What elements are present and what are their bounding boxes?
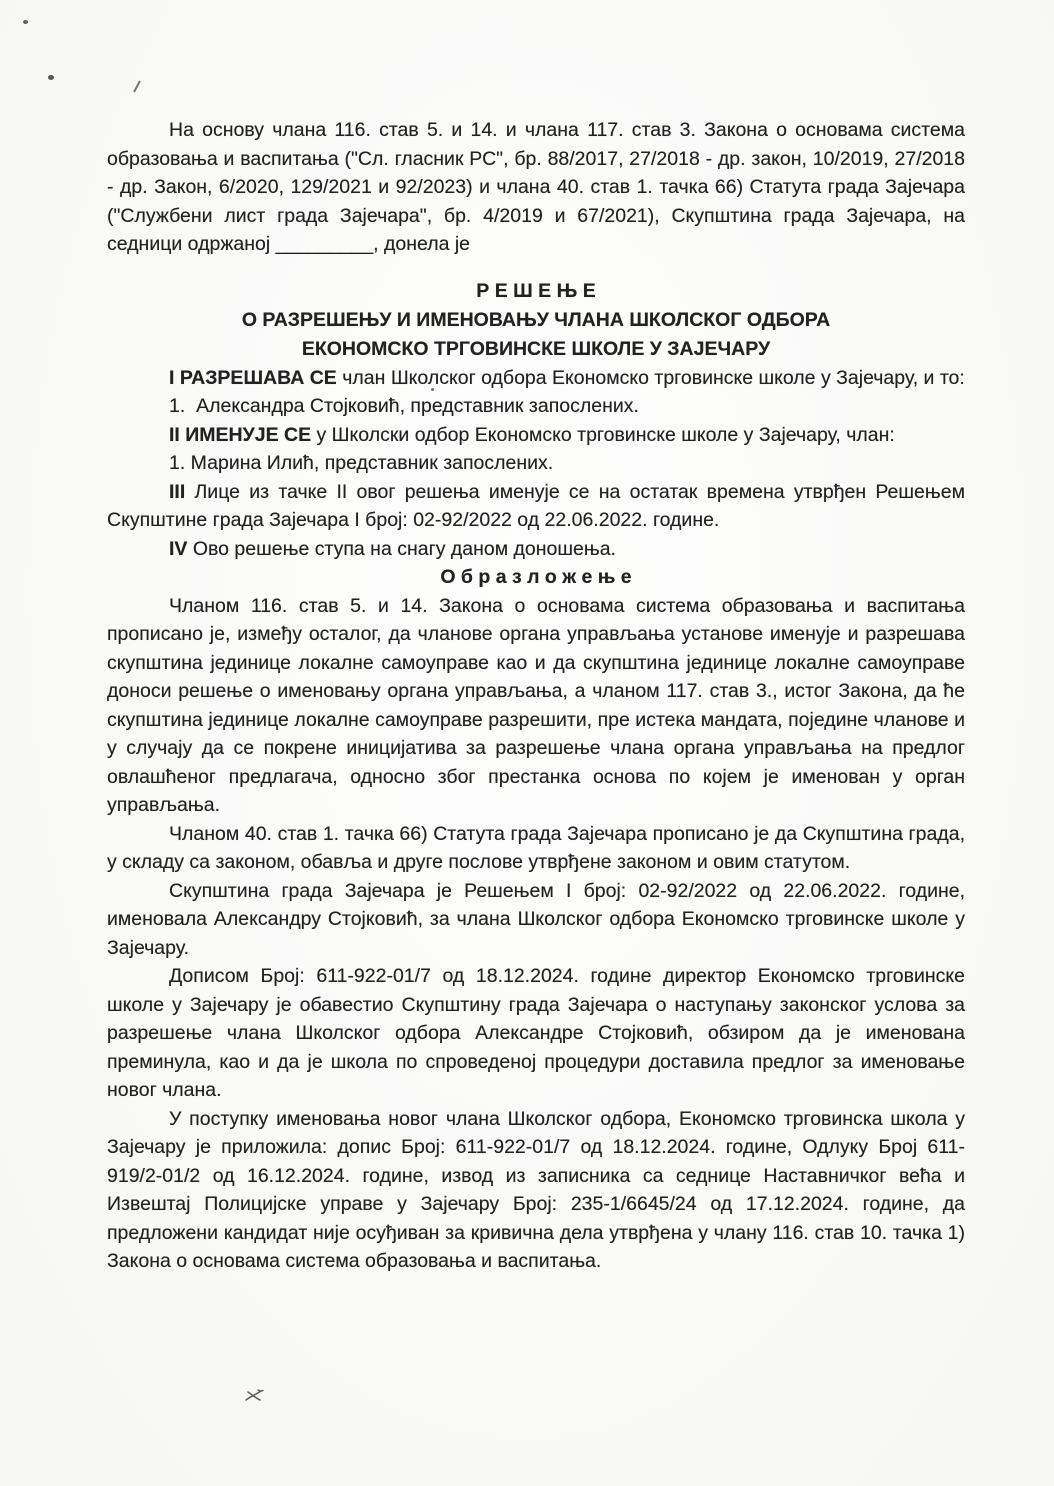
- section-i-text: члан Школског одбора Економско трговинске школе у Зајечару, и то:: [336, 366, 965, 389]
- rationale-paragraph-5: У поступку именовања новог члана Школског одбора, Економско трговинска школа у Зајечару је приложила: допис Број: 611-922-01/7 од 18.12.2024. године, Одлуку Број 611-919/2-01/2 од 16.12.2024. године, извод из записника са седнице Наставничког већа и Извештај Полицијске управе у Зајечару Број: 235-1/6645/24 од 17.12.2024. године, да предложени кандидат није осуђиван за кривична дела утврђена у члану 116. став 10. тачка 1) Закона о основама система образовања и васпитања.: [107, 1107, 965, 1272]
- rationale-heading: О б р а з л о ж е њ е: [440, 566, 632, 588]
- document-body: [107, 116, 965, 1276]
- scan-stray-mark: [133, 80, 141, 92]
- section-ii-appointment: [107, 421, 965, 450]
- section-iii-lead: III: [169, 480, 186, 503]
- section-ii-text: у Школски одбор Економско трговинске школе у Зајечару, члан:: [311, 423, 895, 446]
- section-iv-lead: IV: [169, 537, 188, 560]
- rationale-paragraph-1: Чланом 116. став 5. и 14. Закона о основама система образовања и васпитања прописано је, између осталог, да чланове органа управљања установе именује и разрешава скупштина јединице локалне самоуправе као и да скупштина јединице локалне самоуправе доноси решење о именовању органа управљања, а чланом 117. став 3., истог Закона, да ће скупштина јединице локалне самоуправе разрешити, пре истека мандата, поједине чланове и у случају да се покрене иницијатива за разрешење члана органа управљања на предлог овлашћеног предлагача, односно због престанка основа по којем је именован у орган управљања.: [107, 594, 965, 816]
- rationale-paragraph-2: Чланом 40. став 1. тачка 66) Статута града Зајечара прописано је да Скупштина града, у складу са законом, обавља и друге послове утврђене законом и овим статутом.: [107, 822, 965, 873]
- rationale-paragraph-3: Скупштина града Зајечара је Решењем I број: 02-92/2022 од 22.06.2022. године, именовала Александру Стојковић, за члана Школског одбора Економско трговинске школе у Зајечару.: [107, 879, 965, 959]
- appointed-member-item: 1. Марина Илић, представник запослених.: [169, 452, 554, 474]
- decision-title-line3: ЕКОНОМСКО ТРГОВИНСКЕ ШКОЛЕ У ЗАЈЕЧАРУ: [301, 337, 771, 360]
- section-iii-term: [107, 478, 965, 535]
- scan-smudge-mark: [243, 1388, 265, 1404]
- scan-speck: [48, 75, 54, 80]
- section-iv-effective-date: [107, 535, 965, 564]
- section-iv-text: Ово решење ступа на снагу даном доношења.: [187, 537, 616, 560]
- section-iii-text: Лице из тачке II овог решења именује се на остатак времена утврђен Решењем Скупштине града Зајечара I број: 02-92/2022 од 22.06.2022. године.: [107, 480, 965, 531]
- section-i-dismissal: [107, 364, 965, 393]
- decision-title-line2: О РАЗРЕШЕЊУ И ИМЕНОВАЊУ ЧЛАНА ШКОЛСКОГ ОДБОРА: [241, 308, 831, 331]
- rationale-paragraph-4: Дописом Број: 611-922-01/7 од 18.12.2024. године директор Економско трговинске школе у Зајечару је обавестио Скупштину града Зајечара о наступању законског услова за разрешење члана Школског одбора Александре Стојковић, обзиром да је именована преминула, као и да је школа по спроведеној процедури доставила предлог за именовање новог члана.: [107, 965, 965, 1101]
- dismissed-member-item: 1. Александра Стојковић, представник запослених.: [169, 395, 639, 417]
- preamble-paragraph: На основу члана 116. став 5. и 14. и члана 117. став 3. Закона о основама система образовања и васпитања ("Сл. гласник РС", бр. 88/2017, 27/2018 - др. закон, 10/2019, 27/2018 - др. Закон, 6/2020, 129/2021 и 92/2023) и члана 40. став 1. тачка 66) Статута града Зајечара ("Службени лист града Зајечара", бр. 4/2019 и 67/2021), Скупштина града Зајечара, на седници одржаној _________, донела је: [107, 119, 965, 255]
- decision-title-line1: Р Е Ш Е Њ Е: [476, 279, 596, 302]
- decision-title: [107, 277, 965, 364]
- section-ii-lead: II ИМЕНУЈЕ СЕ: [169, 423, 312, 446]
- scan-speck: [23, 20, 28, 24]
- section-i-lead: I РАЗРЕШАВА СЕ: [169, 366, 337, 389]
